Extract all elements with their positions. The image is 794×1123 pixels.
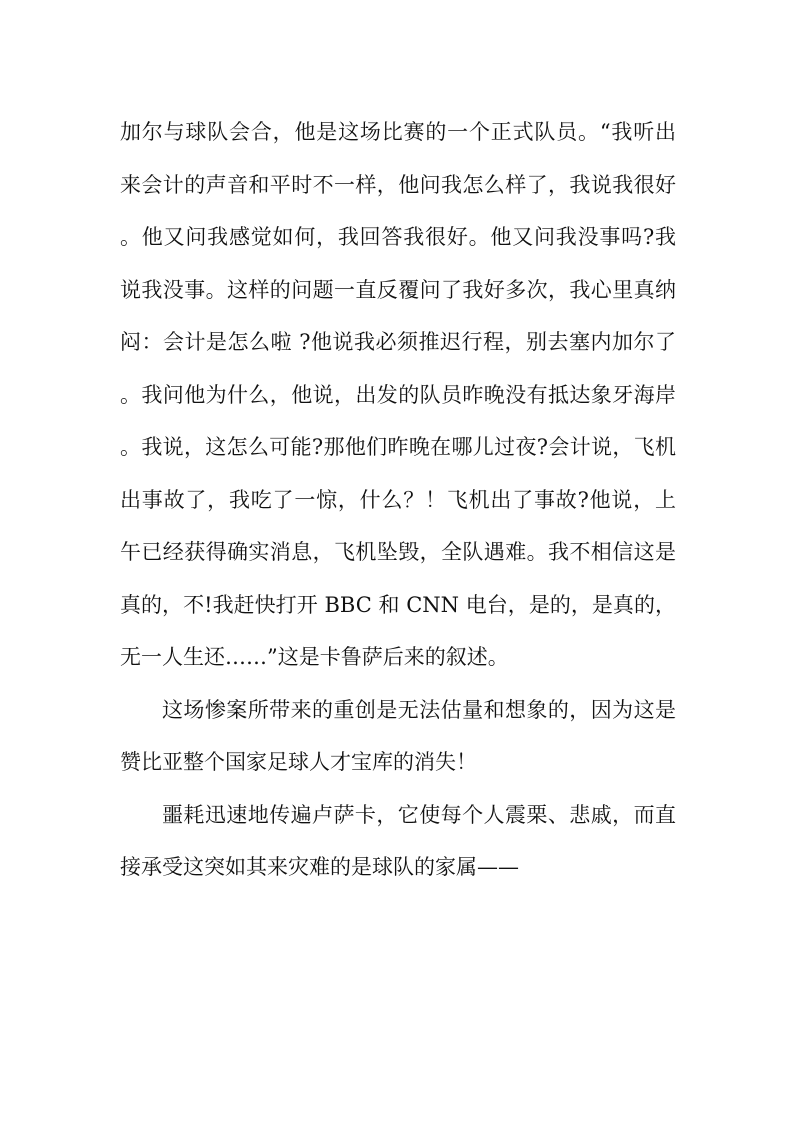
body-text (120, 106, 676, 894)
paragraph-tragedy-impact: 这场惨案所带来的重创是无法估量和想象的，因为这是赞比亚整个国家足球人才宝库的消失！ (120, 697, 676, 774)
paragraph-continuation: 加尔与球队会合，他是这场比赛的一个正式队员。“我听出来会计的声音和平时不一样，他问我怎么样了，我说我很好。他又问我感觉如何，我回答我很好。他又问我没事吗?我说我没事。这样的问题一直反覆问了我好多次，我心里真纳闷：会计是怎么啦 ?他说我必须推迟行程，别去塞内加尔了。我问他为什么，他说，出发的队员昨晚没有抵达象牙海岸。我说，这怎么可能?那他们昨晚在哪儿过夜?会计说，飞机出事故了，我吃了一惊，什么？！飞机出了事故?他说，上午已经获得确实消息，飞机坠毁，全队遇难。我不相信这是真的，不!我赶快打开 BBC 和 CNN 电台，是的，是真的，无一人生还……”这是卡鲁萨后来的叙述。 (120, 120, 676, 669)
paragraph-news-spread: 噩耗迅速地传遍卢萨卡，它使每个人震栗、悲戚，而直接承受这突如其来灾难的是球队的家属—— (120, 802, 676, 879)
